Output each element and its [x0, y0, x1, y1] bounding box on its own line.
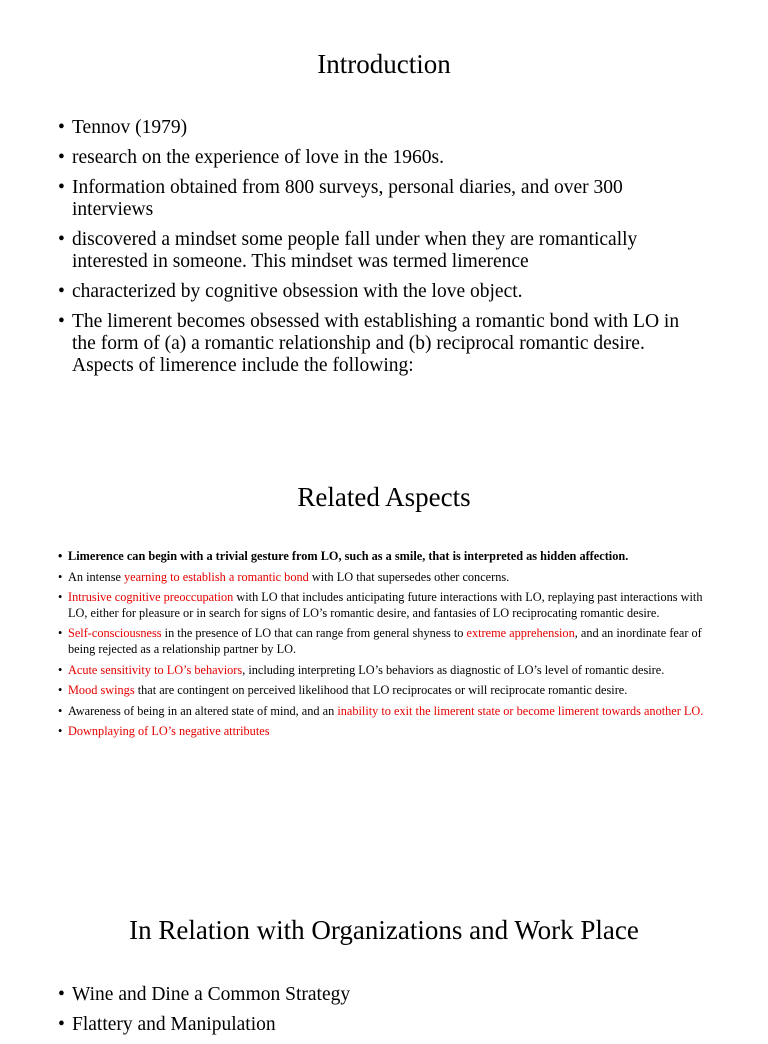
list-item: • Awareness of being in an altered state of mind, and an inability to exit the limerent state or become limerent towards another LO. — [58, 704, 718, 720]
list-item: • Wine and Dine a Common Strategy — [58, 984, 698, 1006]
organizations-bullet-list — [58, 984, 698, 1044]
list-item: • Flattery and Manipulation — [58, 1014, 698, 1036]
list-item: • Acute sensitivity to LO’s behaviors, including interpreting LO’s behaviors as diagnostic of LO’s level of romantic desire. — [58, 663, 718, 679]
introduction-bullet-list — [58, 117, 698, 385]
list-item: • research on the experience of love in the 1960s. — [58, 147, 698, 169]
list-item: • The limerent becomes obsessed with establishing a romantic bond with LO in the form of (a) a romantic relationship and (b) reciprocal romantic desire. Aspects of limerence include the following: — [58, 311, 698, 377]
list-item: • Intrusive cognitive preoccupation with LO that includes anticipating future interactions with LO, replaying past interactions with LO, either for pleasure or in search for signs of LO’s romantic desire, and fantasies of LO reciprocating romantic desire. — [58, 590, 718, 621]
list-item: • discovered a mindset some people fall under when they are romantically interested in someone. This mindset was termed limerence — [58, 229, 698, 273]
list-item: • Information obtained from 800 surveys, personal diaries, and over 300 interviews — [58, 177, 698, 221]
slide-title-introduction: Introduction — [317, 49, 451, 79]
list-item: • Limerence can begin with a trivial gesture from LO, such as a smile, that is interpreted as hidden affection. — [58, 549, 718, 565]
list-item: • Self-consciousness in the presence of LO that can range from general shyness to extreme apprehension, and an inordinate fear of being rejected as a relationship partner by LO. — [58, 626, 718, 657]
related-aspects-bullet-list — [58, 549, 718, 745]
list-item: • characterized by cognitive obsession with the love object. — [58, 281, 698, 303]
list-item: • An intense yearning to establish a romantic bond with LO that supersedes other concerns. — [58, 570, 718, 586]
slide-title-organizations: In Relation with Organizations and Work Place — [129, 915, 639, 945]
list-item: • Tennov (1979) — [58, 117, 698, 139]
list-item: • Mood swings that are contingent on perceived likelihood that LO reciprocates or will reciprocate romantic desire. — [58, 683, 718, 699]
slide-title-related-aspects: Related Aspects — [297, 482, 471, 512]
list-item: • Downplaying of LO’s negative attributes — [58, 724, 718, 740]
